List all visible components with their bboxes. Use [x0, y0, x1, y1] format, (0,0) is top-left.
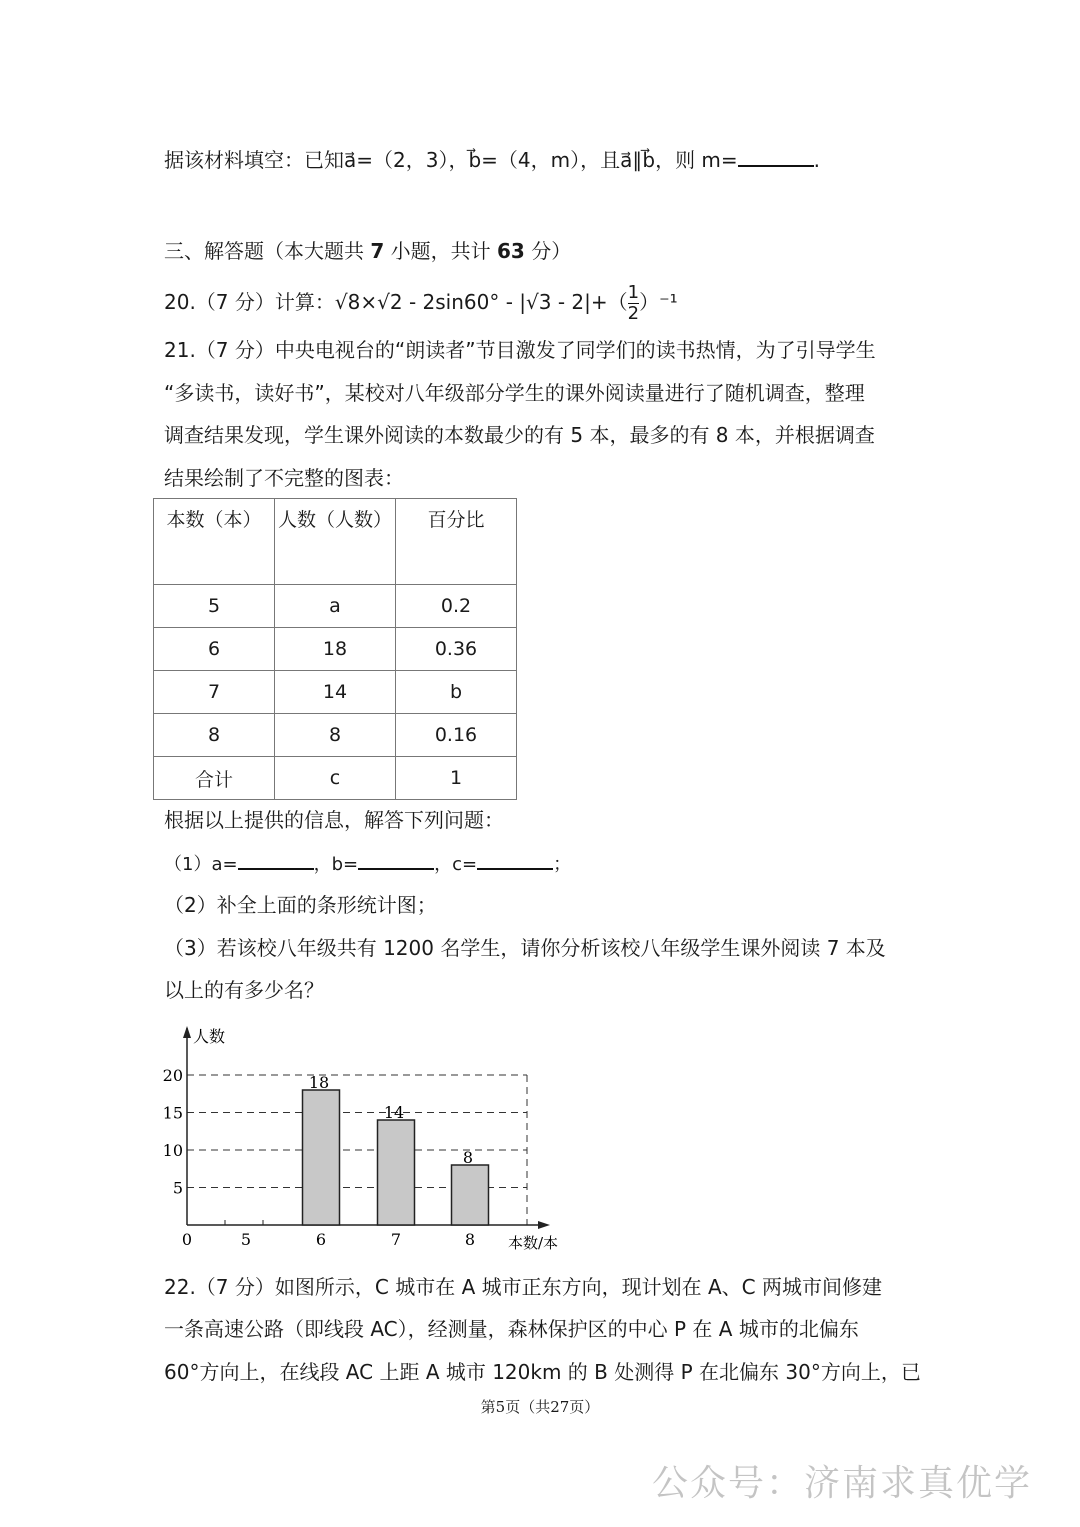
table-header: [154, 499, 517, 585]
table-row: [154, 671, 517, 714]
p1-b: ，b=: [313, 854, 359, 875]
frac-den: 2: [627, 303, 640, 324]
table-row: [154, 628, 517, 671]
q19-text: 据该材料填空：已知a⃗=（2，3），b⃗=（4，m），且a⃗∥b⃗，则 m=: [164, 148, 738, 172]
answer-blank: [358, 850, 434, 870]
q21-line: 21.（7 分）中央电视台的“朗读者”节目激发了同学们的读书热情，为了引导学生: [164, 338, 876, 362]
q20-exp: ）⁻¹: [639, 290, 678, 314]
bar: [378, 1120, 415, 1225]
data-table: [153, 498, 517, 800]
frac-num: 1: [627, 282, 640, 303]
data-label: 18: [308, 1073, 330, 1092]
answer-blank: [238, 850, 314, 870]
s-post: 分）: [531, 239, 572, 263]
q20-expr: √8×√2 - 2sin60° - |√3 - 2|+（: [334, 290, 628, 314]
cell: 18: [275, 628, 396, 671]
q21-line: “多读书，读好书”，某校对八年级部分学生的课外阅读量进行了随机调查，整理: [164, 381, 865, 405]
cell: 8: [154, 714, 275, 757]
p1-a: （1）a=: [164, 854, 238, 875]
table-row: [154, 714, 517, 757]
x-tick-label: 6: [315, 1230, 327, 1249]
answer-blank: [477, 850, 553, 870]
page-footer: 第5页（共27页）: [480, 1398, 600, 1416]
q19-tail: [164, 146, 820, 174]
x-origin-label: 0: [181, 1230, 193, 1249]
q22-line: 一条高速公路（即线段 AC），经测量，森林保护区的中心 P 在 A 城市的北偏东: [164, 1317, 859, 1341]
cell: 合计: [154, 757, 275, 800]
s-mid: 小题，共计: [390, 239, 491, 263]
q21-line: 结果绘制了不完整的图表：: [164, 466, 404, 490]
x-tick-label: 7: [390, 1230, 402, 1249]
header-cell: 百分比: [396, 499, 517, 585]
data-label: 8: [462, 1148, 474, 1167]
q21-line: 调查结果发现，学生课外阅读的本数最少的有 5 本，最多的有 8 本，并根据调查: [164, 423, 875, 447]
y-tick-label: 5: [172, 1178, 183, 1198]
q22-line: 60°方向上，在线段 AC 上距 A 城市 120km 的 B 处测得 P 在北偏东 30°方向上，已: [164, 1360, 921, 1384]
table-row: [154, 585, 517, 628]
q21-p3: （3）若该校八年级共有 1200 名学生，请你分析该校八年级学生课外阅读 7 本及: [164, 936, 886, 960]
s-pre: 三、解答题（本大题共: [164, 239, 364, 263]
cell: 5: [154, 585, 275, 628]
q20: [164, 283, 678, 324]
cell: 1: [396, 757, 517, 800]
watermark: 公众号：济南求真优学: [651, 1463, 1032, 1504]
cell: 6: [154, 628, 275, 671]
p1-c: ，c=: [434, 854, 478, 875]
header-cell: 本数（本）: [154, 499, 275, 585]
cell: a: [275, 585, 396, 628]
fraction: [628, 283, 639, 324]
cell: 14: [275, 671, 396, 714]
bar: [452, 1165, 489, 1225]
y-axis-label: 人数: [193, 1027, 226, 1046]
y-axis-arrow: [183, 1026, 191, 1038]
x-axis-label: 本数/本: [508, 1234, 559, 1252]
cell: c: [275, 757, 396, 800]
data-label: 14: [383, 1103, 405, 1122]
cell: 0.2: [396, 585, 517, 628]
x-tick-label: 8: [464, 1230, 476, 1249]
section-title: [164, 237, 571, 265]
cell: 8: [275, 714, 396, 757]
s-n: 7: [370, 239, 385, 263]
cell: 7: [154, 671, 275, 714]
p1-end: ；: [553, 854, 572, 875]
x-tick-label: 5: [240, 1230, 252, 1249]
q20-label: 20.（7 分）计算：: [164, 290, 335, 314]
q21-after: 根据以上提供的信息，解答下列问题：: [164, 808, 504, 832]
cell: b: [396, 671, 517, 714]
s-score: 63: [497, 239, 525, 263]
q21-p1: [164, 850, 571, 879]
y-tick-label: 15: [162, 1103, 183, 1123]
y-tick-label: 20: [162, 1066, 183, 1085]
y-tick-label: 10: [162, 1141, 183, 1160]
answer-blank: [738, 147, 814, 167]
x-axis-arrow: [538, 1221, 550, 1229]
q19-end: .: [813, 148, 821, 172]
table-row: [154, 757, 517, 800]
cell: 0.36: [396, 628, 517, 671]
bar-chart: [150, 1020, 590, 1260]
q22-line: 22.（7 分）如图所示，C 城市在 A 城市正东方向，现计划在 A、C 两城市间修建: [164, 1275, 882, 1299]
q21-p2: （2）补全上面的条形统计图；: [164, 893, 437, 917]
cell: 0.16: [396, 714, 517, 757]
bar: [303, 1090, 340, 1225]
header-cell: 人数（人数）: [275, 499, 396, 585]
q21-p3: 以上的有多少名？: [164, 978, 324, 1002]
